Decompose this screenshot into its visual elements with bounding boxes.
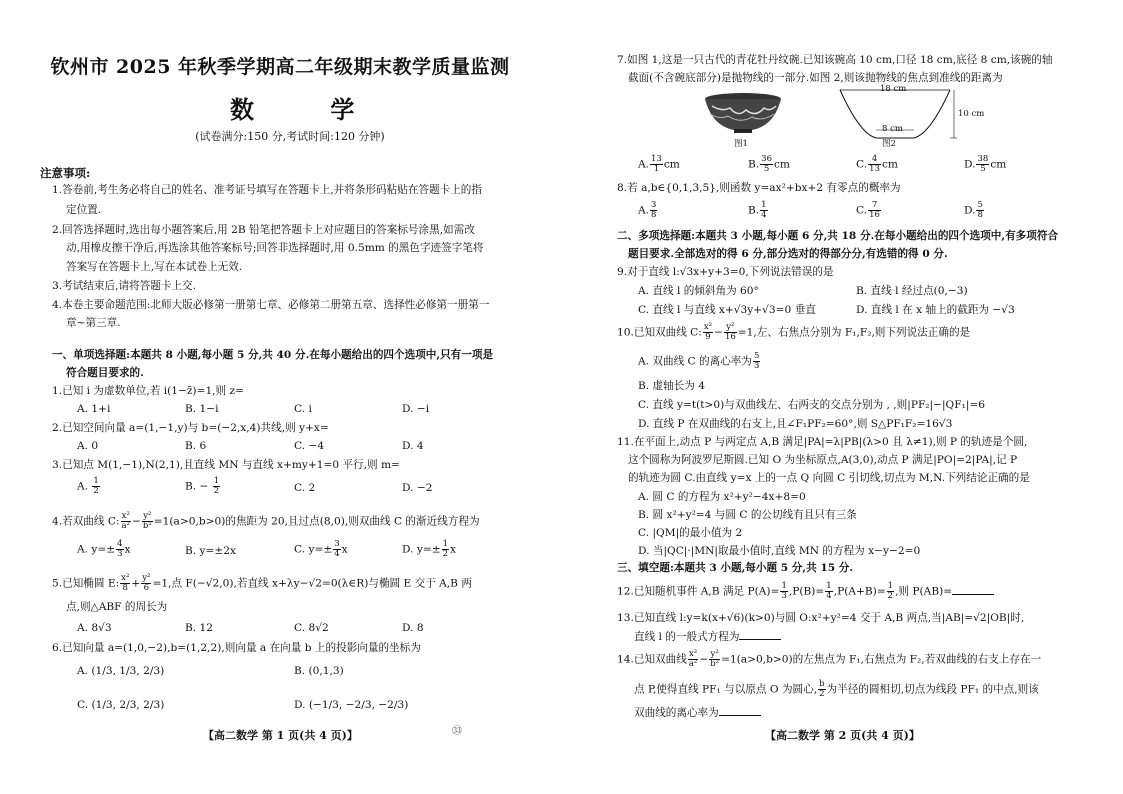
option-c	[856, 155, 898, 174]
option-c: C. 8√2	[294, 622, 329, 634]
option-a	[77, 477, 101, 496]
numerator: 1	[213, 476, 220, 486]
question-6-stem: 6.已知向量 a=(1,0,−2),b=(1,2,2),则向量 a 在向量 b 上的投影向量的坐标为	[52, 642, 421, 654]
denominator: 2	[819, 689, 825, 699]
fraction	[650, 155, 663, 174]
numerator: 1	[93, 476, 99, 486]
option-b: B. 虚轴长为 4	[638, 380, 706, 392]
question-9-stem: 9.对于直线 l:√3x+y+3=0,下列说法错误的是	[617, 266, 834, 278]
option-b: B. (0,1,3)	[294, 665, 344, 677]
option-label: A. 双曲线 C 的离心率为	[638, 355, 752, 368]
option-b	[748, 201, 769, 220]
option-c	[856, 201, 882, 220]
page-footer: 【高二数学 第 2 页(共 4 页)】	[765, 729, 920, 742]
stem-text: =1,点 F(−√2,0),若直线 x+λy−√2=0(λ∈R)与椭圆 E 交于 A,B 两	[152, 577, 472, 590]
option-d	[402, 540, 456, 559]
figure-2-caption: 图2	[882, 139, 896, 149]
option-d: D. 直线 P 在双曲线的右支上,且∠F₁PF₂=60°,则 S△PF₁F₂=16√3	[638, 418, 953, 430]
question-5-stem	[52, 574, 472, 593]
numerator: 1	[761, 200, 767, 210]
question-12-stem	[617, 582, 994, 601]
question-11-stem-cont: 的轨迹为圆 C.由直线 y=x 上的一点 Q 向圆 C 引切线,切点为 M,N.下列结论正确的是	[628, 472, 1030, 484]
stem-text: =1,左、右焦点分别为 F₁,F₂,则下列说法正确的是	[737, 326, 971, 339]
option-a	[638, 155, 680, 174]
denominator: 8	[651, 210, 657, 220]
denominator: 1	[653, 164, 660, 174]
denominator: 3	[781, 591, 787, 601]
question-1-stem: 1.已知 i 为虚数单位,若 i(1−z̄)=1,则 z=	[52, 385, 244, 397]
option-c: C. i	[294, 403, 312, 415]
denominator: 4	[761, 210, 767, 220]
fraction	[120, 574, 130, 593]
unit: cm	[990, 158, 1007, 171]
numerator: 4	[117, 539, 123, 549]
top-diameter-label: 18 cm	[880, 84, 907, 94]
option-c: C. (1/3, 2/3, 2/3)	[77, 699, 165, 711]
option-d: D. 直线 l 在 x 轴上的截距为 −√3	[856, 304, 1015, 316]
numerator: 36	[761, 154, 772, 164]
option-d: D. (−1/3, −2/3, −2/3)	[294, 699, 409, 711]
notice-line: 章~第三章.	[66, 317, 121, 329]
option-a: A. 1+i	[77, 403, 111, 415]
option-d	[964, 201, 985, 220]
stem-text: 点 P,使得直线 PF₁ 与以原点 O 为圆心,	[634, 683, 818, 696]
option-b: B. 6	[185, 440, 207, 452]
fraction	[724, 323, 737, 342]
option-label: C.	[856, 158, 868, 171]
question-11-stem: 11.在平面上,动点 P 与两定点 A,B 满足|PA|=λ|PB|(λ>0 且 λ≠1),则 P 的轨迹是个圆,	[617, 436, 1028, 448]
unit: cm	[773, 158, 790, 171]
fraction	[213, 477, 220, 496]
fraction	[887, 582, 894, 601]
operator: −	[699, 653, 709, 666]
option-label: A. y=±	[77, 543, 116, 556]
option-label: A.	[638, 158, 650, 171]
fraction	[142, 512, 153, 531]
denominator: 2	[442, 549, 449, 559]
stem-text: 4.若双曲线 C:	[52, 515, 120, 528]
bowl-body	[705, 99, 781, 130]
fraction	[760, 201, 767, 220]
numerator: y²	[724, 323, 737, 333]
stem-text: 直线 l 的一般式方程为	[634, 631, 740, 643]
fraction	[780, 582, 787, 601]
fraction	[650, 201, 657, 220]
stem-text: 为半径的圆相切,切点为线段 PF₁ 的中点,则该	[826, 683, 1039, 696]
denominator: 2	[213, 486, 220, 496]
numerator: 1	[826, 581, 832, 591]
denominator: 4	[826, 591, 832, 601]
base-diameter-label: 8 cm	[882, 124, 903, 134]
stem-text: =1(a>0,b>0)的焦距为 20,且过点(8,0),则双曲线 C 的渐近线方程为	[153, 515, 480, 528]
question-2-stem: 2.已知空间向量 a=(1,−1,y)与 b=(−2,x,4)共线,则 y+x=	[52, 422, 329, 434]
denominator: 5	[763, 164, 770, 174]
numerator: 3	[334, 539, 340, 549]
question-13-stem-cont	[634, 629, 781, 644]
option-c: C. |QM|的最小值为 2	[638, 527, 743, 539]
option-label: C.	[856, 204, 868, 217]
option-label: D. y=±	[402, 543, 441, 556]
question-14-stem-cont	[634, 705, 761, 720]
notice-line: 2.回答选择题时,选出每小题答案后,用 2B 铅笔把答题卡上对应题目的答案标号涂黑,如需改	[52, 224, 475, 236]
notice-line: 定位置.	[66, 204, 102, 216]
fraction	[442, 540, 449, 559]
stem-text: 10.已知双曲线 C:	[617, 326, 702, 339]
unit: cm	[881, 158, 898, 171]
numerator: 1	[781, 581, 787, 591]
numerator: 13	[651, 154, 662, 164]
option-c: C. −4	[294, 440, 325, 452]
option-a: A. 8√3	[77, 622, 112, 634]
option-d	[964, 155, 1006, 174]
option-c: C. 2	[294, 482, 316, 494]
question-3-stem: 3.已知点 M(1,−1),N(2,1),且直线 MN 与直线 x+my+1=0 平行,则 m=	[52, 459, 400, 471]
stem-text: ,P(A+B)=	[833, 585, 886, 598]
section-3-header: 三、填空题:本题共 3 小题,每小题 5 分,共 15 分.	[617, 562, 854, 574]
numerator: 4	[868, 155, 881, 165]
fraction	[121, 512, 131, 531]
denominator: b²	[142, 521, 152, 531]
question-8-stem: 8.若 a,b∈{0,1,3,5},则函数 y=ax²+bx+2 有零点的概率为	[617, 182, 901, 194]
denominator: 5	[980, 164, 986, 174]
option-d: D. −i	[402, 403, 430, 415]
option-b: B. 1−i	[185, 403, 219, 415]
option-label: C. y=±	[294, 543, 333, 556]
numerator: 7	[868, 201, 881, 211]
answer-blank[interactable]	[952, 584, 994, 595]
numerator: x²	[703, 322, 713, 332]
option-a	[638, 201, 658, 220]
page-2	[562, 0, 1123, 794]
fraction	[116, 540, 123, 559]
numerator: 1	[442, 539, 449, 549]
unit: cm	[663, 158, 680, 171]
option-d: D. −2	[402, 482, 433, 494]
numerator: b	[819, 679, 825, 689]
numerator: 1	[887, 581, 894, 591]
figure-1-caption: 图1	[734, 139, 748, 149]
answer-blank[interactable]	[739, 629, 781, 640]
option-a	[77, 540, 131, 559]
numerator: x²	[688, 649, 698, 659]
question-4-stem	[52, 512, 480, 531]
bowl-foot	[734, 129, 752, 133]
option-b: B. y=±2x	[185, 545, 236, 557]
option-d: D. 4	[402, 440, 424, 452]
option-b	[185, 477, 221, 496]
exam-title: 钦州市 2025 年秋季学期高二年级期末教学质量监测	[50, 56, 510, 78]
denominator: b²	[710, 659, 720, 669]
notice-line: 答案写在答题卡上,写在本试卷上无效.	[66, 261, 243, 273]
stem-text: 5.已知椭圆 E:	[52, 577, 120, 590]
option-label: B.	[748, 204, 760, 217]
denominator: 6	[143, 583, 150, 593]
stem-text: =1(a>0,b>0)的左焦点为 F₁,右焦点为 F₂,若双曲线的右支上存在一	[721, 653, 1042, 666]
denominator: 2	[887, 591, 894, 601]
question-7-stem-cont: 截面(不含碗底部分)是抛物线的一部分.如图 2,则该抛物线的焦点到准线的距离为	[628, 72, 1003, 84]
question-5-stem-cont: 点,则△ABF 的周长为	[66, 601, 168, 613]
denominator: 16	[724, 332, 736, 342]
height-label: 10 cm	[958, 109, 985, 119]
notice-line: 3.考试结束后,请将答题卡上交.	[52, 280, 196, 292]
question-11-stem-cont: 这个圆称为阿波罗尼斯圆.已知 O 为坐标原点,A(3,0),动点 P 满足|PO|=2|PA|,记 P	[628, 454, 1018, 466]
denominator: 3	[117, 549, 123, 559]
fraction	[688, 650, 698, 669]
denominator: 8	[122, 583, 128, 593]
notice-line: 动,用橡皮擦干净后,再选涂其他答案标号;回答非选择题时,用 0.5mm 的黑色字迹签字笔将	[66, 242, 484, 254]
question-7-stem: 7.如图 1,这是一只古代的青花牡丹纹碗.已知该碗高 10 cm,口径 18 cm,底径 8 cm,该碗的轴	[617, 54, 1053, 66]
option-label: A.	[77, 480, 89, 493]
numerator: y²	[143, 511, 152, 521]
operator: −	[132, 515, 141, 528]
exam-info: (试卷满分:150 分,考试时间:120 分钟)	[195, 130, 385, 143]
option-b	[748, 155, 790, 174]
subject-title: 数 学	[230, 95, 389, 124]
fraction	[818, 680, 825, 699]
numerator: x²	[121, 573, 130, 583]
fraction	[760, 155, 773, 174]
notice-title: 注意事项:	[40, 166, 91, 180]
option-d: D. 当|QC|·|MN|取最小值时,直线 MN 的方程为 x−y−2=0	[638, 545, 921, 557]
denominator: 4	[334, 549, 340, 559]
fraction	[709, 650, 720, 669]
notice-line: 4.本卷主要命题范围:北师大版必修第一册第七章、必修第二册第五章、选择性必修第一册第一	[52, 299, 490, 311]
option-label: A.	[638, 204, 650, 217]
page-footer: 【高二数学 第 1 页(共 4 页)】	[203, 729, 358, 742]
numerator: y²	[142, 573, 151, 583]
corner-mark: ㉝	[452, 726, 462, 737]
stem-text: 双曲线的离心率为	[634, 707, 719, 719]
option-a: A. (1/3, 1/3, 2/3)	[77, 665, 165, 677]
answer-blank[interactable]	[719, 705, 761, 716]
option-b: B. 直线 l 经过点(0,−3)	[856, 285, 968, 297]
bowl-photo-figure	[702, 92, 784, 134]
notice-line: 1.答卷前,考生务必将自己的姓名、准考证号填写在答题卡上,并将条形码粘贴在答题卡上的指	[52, 184, 482, 196]
option-label: D.	[964, 204, 976, 217]
fraction	[92, 477, 99, 496]
option-a: A. 0	[77, 440, 99, 452]
option-label: B. −	[185, 480, 209, 493]
stem-text: ,P(B)=	[788, 585, 825, 598]
section-1-header: 一、单项选择题:本题共 8 小题,每小题 5 分,共 40 分.在每小题给出的四个选项中,只有一项是	[52, 349, 494, 361]
option-b: B. 12	[185, 622, 213, 634]
denominator: 9	[705, 332, 711, 342]
option-d: D. 8	[402, 622, 424, 634]
stem-text: 12.已知随机事件 A,B 满足 P(A)=	[617, 585, 780, 598]
numerator: x²	[121, 511, 130, 521]
fraction	[868, 155, 881, 174]
numerator: 5	[977, 200, 983, 210]
fraction	[141, 574, 151, 593]
option-a	[638, 352, 761, 371]
numerator: y²	[710, 649, 719, 659]
option-label: D.	[964, 158, 976, 171]
question-14-stem	[617, 650, 1041, 669]
denominator: 16	[869, 210, 880, 220]
fraction	[333, 540, 340, 559]
section-2-header: 二、多项选择题:本题共 3 小题,每小题 6 分,共 18 分.在每小题给出的四个选项中,有多项符合	[617, 230, 1059, 242]
section-2-header: 题目要求.全部选对的得 6 分,部分选对的得部分分,有选错的得 0 分.	[628, 248, 948, 260]
operator: −	[714, 326, 723, 339]
variable: x	[341, 543, 348, 556]
fraction	[825, 582, 832, 601]
option-b: B. 圆 x²+y²=4 与圆 C 的公切线有且只有三条	[638, 509, 857, 521]
variable: x	[124, 543, 131, 556]
operator: +	[131, 577, 141, 590]
denominator: 2	[93, 486, 99, 496]
question-10-stem	[617, 323, 970, 342]
fraction	[703, 323, 713, 342]
section-1-header: 符合题目要求的.	[66, 367, 144, 379]
denominator: 8	[977, 210, 983, 220]
option-c	[294, 540, 348, 559]
option-c: C. 直线 l 与直线 x+√3y+√3=0 垂直	[638, 304, 816, 316]
numerator: 5	[753, 351, 760, 361]
fraction	[868, 201, 881, 220]
option-a: A. 圆 C 的方程为 x²+y²−4x+8=0	[638, 491, 806, 503]
variable: x	[450, 543, 456, 556]
numerator: 3	[651, 200, 657, 210]
stem-text: ,则 P(AB)=	[895, 585, 953, 598]
stem-text: 14.已知双曲线	[617, 653, 687, 666]
fraction	[976, 155, 989, 174]
numerator: 38	[977, 154, 989, 164]
denominator: 13	[869, 164, 880, 174]
option-label: B.	[748, 158, 760, 171]
question-14-stem-cont	[634, 680, 1039, 699]
denominator: a²	[121, 521, 131, 531]
denominator: a²	[688, 659, 698, 669]
option-a: A. 直线 l 的倾斜角为 60°	[638, 285, 759, 297]
fraction	[976, 201, 983, 220]
question-13-stem: 13.已知直线 l:y=k(x+√6)(k>0)与圆 O:x²+y²=4 交于 A,B 两点,当|AB|=√2|OB|时,	[617, 612, 1025, 624]
fraction	[753, 352, 760, 371]
denominator: 3	[753, 361, 760, 371]
option-c: C. 直线 y=t(t>0)与双曲线左、右两支的交点分别为 , ,则|PF₂|−|QF₁|=6	[638, 399, 986, 411]
